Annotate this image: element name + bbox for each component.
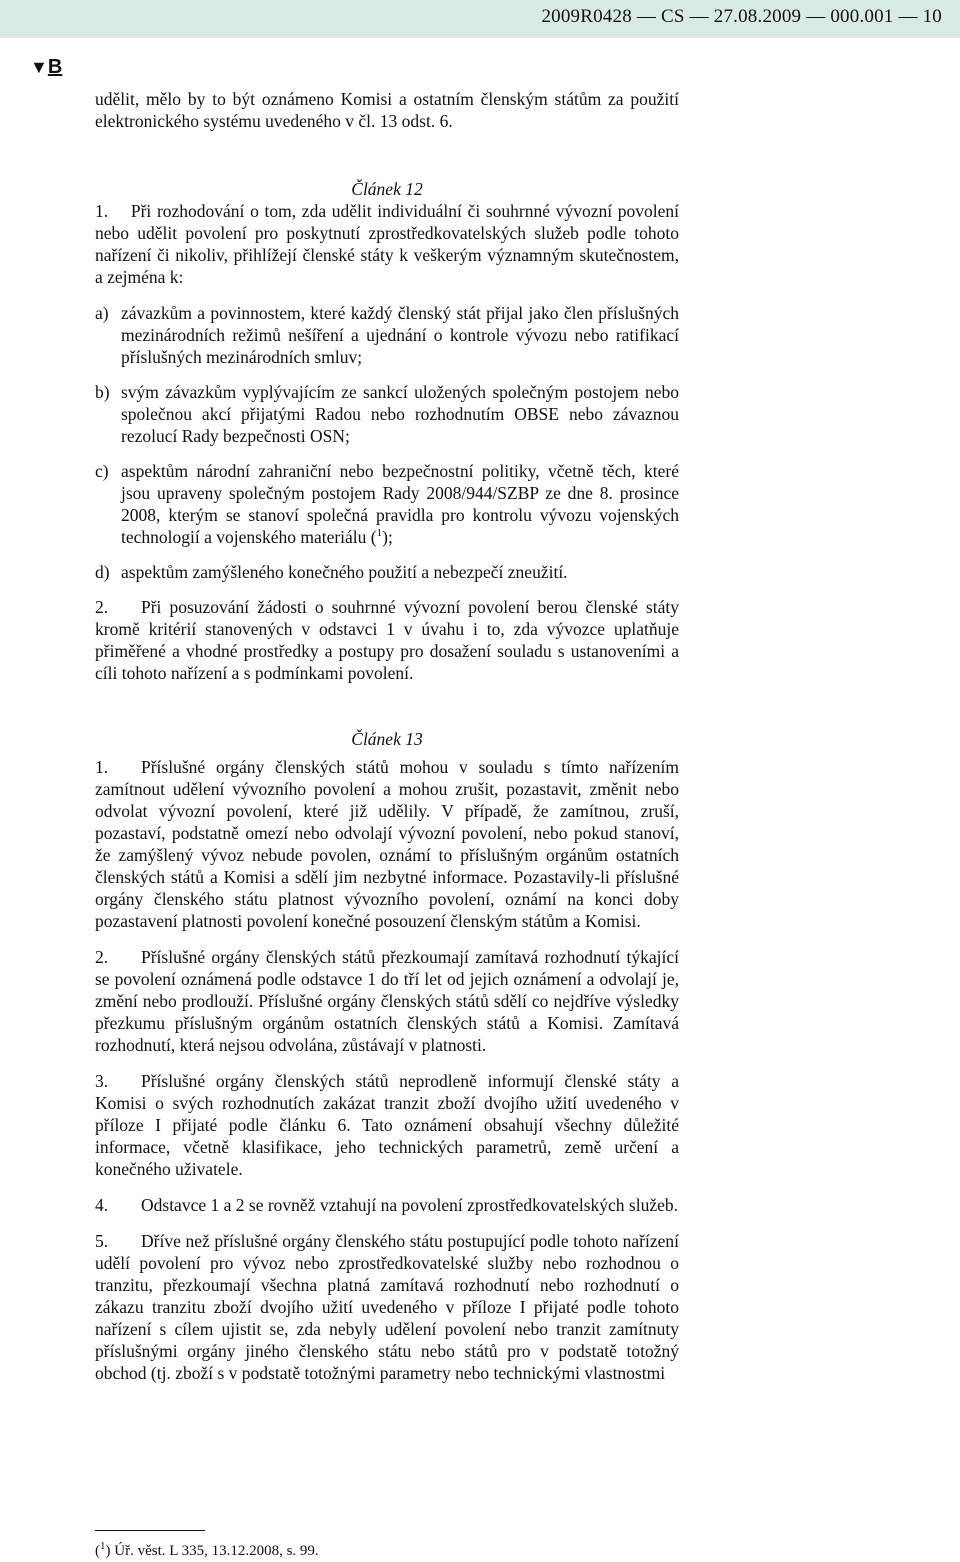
article-13-paragraph	[95, 1230, 679, 1384]
list-item-label: c)	[95, 461, 109, 481]
triangle-down-icon: ▼	[30, 57, 48, 77]
footnote-divider	[95, 1530, 205, 1531]
paragraph-number: 3.	[95, 1071, 109, 1091]
footnote-reference[interactable]: 1	[376, 527, 383, 540]
article-13-paragraph	[95, 756, 679, 932]
paragraph-text: Dříve než příslušné orgány členského státu postupující podle tohoto nařízení udělí povolení pro vývoz nebo zprostředkovatelské služby nebo rozhodnou o tranzitu, přezkoumají všechna platná zamítavá rozhodnutí nebo rozhodnutí o zákazu tranzitu zboží dvojího užití uvedeného v příloze I přijaté podle tohoto nařízení s cílem ujistit se, zda nebyly udělení povolení nebo tranzit zamítnuty příslušnými orgány jiného členského státu nebo států pro v podstatě totožný obchod (tj. zboží s v podstatě totožnými parametry nebo technickými vlastnostmi	[95, 1231, 679, 1383]
list-item-label: a)	[95, 303, 109, 323]
article-13-paragraph	[95, 1194, 679, 1216]
footnote-number: 1	[100, 1540, 106, 1552]
page-header	[0, 0, 960, 38]
paragraph-text: Příslušné orgány členských států neprodleně informují členské státy a Komisi o svých rozhodnutích zakázat tranzit zboží dvojího užití uvedeného v příloze I přijaté podle článku 6. Tato oznámení obsahují všechny důležité informace, včetně klasifikace, jeho technických parametrů, země určení a konečného uživatele.	[95, 1071, 679, 1179]
document-reference: 2009R0428 — CS — 27.08.2009 — 000.001 — 10	[541, 6, 942, 27]
article-12-paragraph-1	[95, 200, 679, 288]
list-item-text: aspektům zamýšleného konečného použití a nebezpečí zneužití.	[121, 562, 568, 582]
list-item	[95, 381, 679, 447]
paragraph-number: 2.	[95, 947, 109, 967]
article-13-paragraph	[95, 1070, 679, 1180]
list-item	[95, 561, 679, 583]
document-body	[95, 88, 679, 1384]
paragraph-text: Příslušné orgány členských států mohou v souladu s tímto nařízením zamítnout udělení vývozního povolení a mohou zrušit, pozastavit, změnit nebo odvolat vývozní povolení, které již udělily. V případě, že zamítnou, zruší, pozastaví, podstatně omezí nebo odvolají vývozní povolení, nebo pokud stanoví, že zamýšlený vývoz nebude povolen, oznámí to příslušným orgánům ostatních členských států a Komisi a sdělí jim nezbytné informace. Pozastavily-li příslušné orgány členského státu platnost vývozního povolení, oznámí na konci doby pozastavení platnosti povolení konečné posouzení členským státům a Komisi.	[95, 757, 679, 931]
list-item-text: závazkům a povinnostem, které každý členský stát přijal jako člen příslušných mezinárodních režimů nešíření a ujednání o kontrole vývozu nebo ratifikací příslušných mezinárodních smluv;	[121, 303, 679, 367]
marker-letter-link[interactable]: B	[47, 56, 63, 78]
list-item-text: svým závazkům vyplývajícím ze sankcí uložených společným postojem nebo společnou akcí přijatými Radou nebo rozhodnutím OBSE nebo závaznou rezolucí Rady bezpečnosti OSN;	[121, 382, 679, 446]
list-item-label: b)	[95, 382, 110, 402]
paragraph-text: Při posuzování žádosti o souhrnné vývozní povolení berou členské státy kromě kritérií stanovených v odstavci 1 v úvahu i to, zda vývozce uplatňuje přiměřené a vhodné prostředky a postupy pro dosažení souladu s ustanoveními a cíli tohoto nařízení a s podmínkami povolení.	[95, 597, 679, 683]
footnote: ($^1$) Úř. věst. L 335, 13.12.2008, s. 99.	[95, 1540, 319, 1559]
article-13-title: Článek 13	[351, 729, 423, 749]
intro-paragraph: udělit, mělo by to být oznámeno Komisi a ostatním členským státům za použití elektronického systému uvedeného v čl. 13 odst. 6.	[95, 89, 679, 131]
article-13-paragraph	[95, 946, 679, 1056]
paragraph-text: Příslušné orgány členských států přezkoumají zamítavá rozhodnutí týkající se povolení oznámená podle odstavce 1 do tří let od jejich oznámení a odvolají je, změní nebo prodlouží. Příslušné orgány členských států sdělí co nejdříve výsledky přezkumu příslušným orgánům ostatních členských států a Komisi. Zamítavá rozhodnutí, která nejsou odvolána, zůstávají v platnosti.	[95, 947, 679, 1055]
footnote-text: Úř. věst. L 335, 13.12.2008, s. 99.	[114, 1543, 319, 1559]
paragraph-number: 1.	[95, 201, 109, 221]
list-item	[95, 460, 679, 548]
paragraph-number: 5.	[95, 1231, 109, 1251]
consolidation-marker	[30, 56, 62, 78]
article-12-paragraph-2	[95, 596, 679, 684]
list-item-text: aspektům národní zahraniční nebo bezpečnostní politiky, včetně těch, které jsou upraveny společným postojem Rady 2008/944/SZBP ze dne 8. prosince 2008, kterým se stanoví společná pravidla pro kontrolu vývozu vojenských technologií a vojenského materiálu ($^1$);	[121, 461, 679, 547]
list-item	[95, 302, 679, 368]
paragraph-number: 4.	[95, 1195, 109, 1215]
paragraph-number: 2.	[95, 597, 109, 617]
paragraph-text: Odstavce 1 a 2 se rovněž vztahují na povolení zprostředkovatelských služeb.	[141, 1195, 678, 1215]
paragraph-number: 1.	[95, 757, 109, 777]
paragraph-text: Při rozhodování o tom, zda udělit individuální či souhrnné vývozní povolení nebo udělit povolení pro poskytnutí zprostředkovatelských služeb podle tohoto nařízení či nikoliv, přihlížejí členské státy k veškerým významným skutečnostem, a zejména k:	[95, 201, 679, 287]
list-item-label: d)	[95, 562, 110, 582]
article-12-title: Článek 12	[351, 179, 423, 199]
